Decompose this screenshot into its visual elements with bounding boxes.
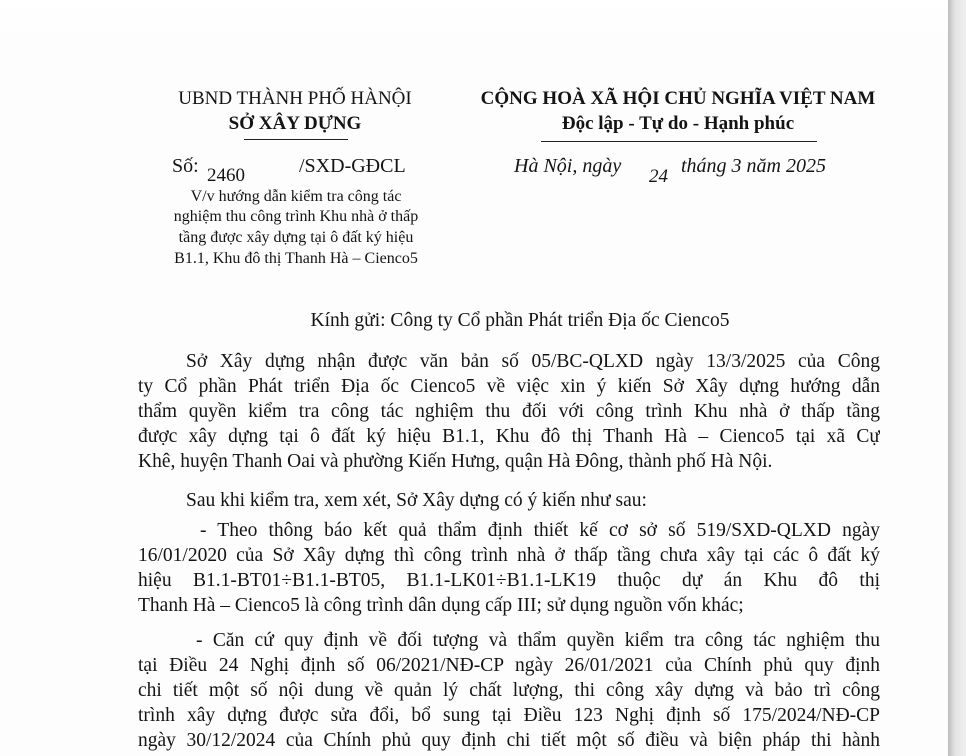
paragraph-line: ty Cổ phần Phát triển Địa ốc Cienco5 về việc xin ý kiến Sở Xây dựng hướng dẫn	[138, 376, 880, 397]
date-day: 24	[649, 166, 668, 187]
subject-line-2: nghiệm thu công trình Khu nhà ở thấp	[173, 208, 419, 225]
subject-line-1: V/v hướng dẫn kiểm tra công tác	[190, 188, 402, 205]
paragraph-line: Sau khi kiểm tra, xem xét, Sở Xây dựng có ý kiến như sau:	[186, 490, 647, 511]
department-underline	[244, 139, 348, 140]
paragraph-line: Thanh Hà – Cienco5 là công trình dân dụng cấp III; sử dụng nguồn vốn khác;	[138, 595, 744, 616]
paragraph-line: chi tiết một số nội dung về quản lý chất lượng, thi công xây dựng và bảo trì công	[138, 680, 880, 701]
agency-name: UBND THÀNH PHỐ HÀNỘI	[178, 88, 412, 109]
page-top-shade	[0, 0, 948, 40]
paragraph-line: Sở Xây dựng nhận được văn bản số 05/BC-QLXD ngày 13/3/2025 của Công	[186, 351, 880, 372]
paragraph-line: tại Điều 24 Nghị định số 06/2021/NĐ-CP ngày 26/01/2021 của Chính phủ quy định	[138, 655, 880, 676]
paragraph-line: - Theo thông báo kết quả thẩm định thiết kế cơ sở số 519/SXD-QLXD ngày	[200, 520, 880, 541]
subject-line-4: B1.1, Khu đô thị Thanh Hà – Cienco5	[174, 250, 418, 267]
subject-line-3: tầng được xây dựng tại ô đất ký hiệu	[178, 229, 414, 246]
paragraph-line: ngày 30/12/2024 của Chính phủ quy định chi tiết một số điều và biện pháp thi hành	[138, 730, 880, 751]
paragraph-line: trình xây dựng được sửa đổi, bổ sung tại Điều 123 Nghị định số 175/2024/NĐ-CP	[138, 705, 880, 726]
doc-number-prefix: Số:	[172, 155, 199, 177]
body-paragraph-2	[138, 488, 880, 513]
body-paragraph-3	[138, 518, 880, 618]
body-paragraph-1	[138, 349, 880, 474]
recipient-line: Kính gửi: Công ty Cổ phần Phát triển Địa ốc Cienco5	[310, 310, 730, 331]
doc-number-suffix: /SXD-GĐCL	[299, 155, 406, 177]
department-name: SỞ XÂY DỰNG	[228, 113, 362, 134]
date-rest: tháng 3 năm 2025	[681, 155, 826, 177]
date-prefix: Hà Nội, ngày	[514, 155, 622, 177]
paragraph-line: Khê, huyện Thanh Oai và phường Kiến Hưng, quận Hà Đông, thành phố Hà Nội.	[138, 451, 773, 472]
page-edge-shadow	[948, 0, 966, 756]
nation-title: CỘNG HOÀ XÃ HỘI CHỦ NGHĨA VIỆT NAM	[480, 88, 876, 109]
national-motto: Độc lập - Tự do - Hạnh phúc	[561, 113, 795, 134]
paragraph-line: được xây dựng tại ô đất ký hiệu B1.1, Khu đô thị Thanh Hà – Cienco5 tại xã Cự	[138, 426, 880, 447]
paragraph-line: thẩm quyền kiểm tra công tác nghiệm thu đối với công trình Khu nhà ở thấp tầng	[138, 401, 880, 422]
paragraph-line: 16/01/2020 của Sở Xây dựng thì công trình nhà ở thấp tầng chưa xây tại các ô đất ký	[138, 545, 880, 566]
motto-underline	[541, 141, 817, 142]
paragraph-line: hiệu B1.1-BT01÷B1.1-BT05, B1.1-LK01÷B1.1-LK19 thuộc dự án Khu đô thị	[138, 570, 880, 591]
paragraph-line: - Căn cứ quy định về đối tượng và thẩm quyền kiểm tra công tác nghiệm thu	[196, 630, 880, 651]
doc-number-value: 2460	[207, 165, 245, 186]
body-paragraph-4	[138, 628, 880, 753]
